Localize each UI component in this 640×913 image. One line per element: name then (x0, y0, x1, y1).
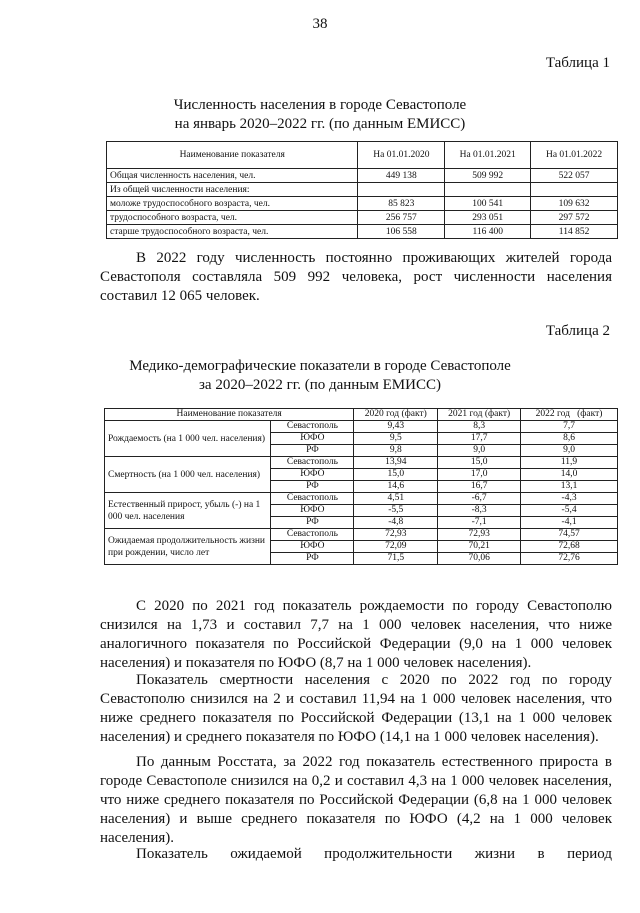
table-cell: 13,1 (521, 481, 618, 493)
table-cell: 72,93 (354, 529, 438, 541)
table-header-cell: Наименование показателя (107, 142, 358, 169)
table-row (107, 183, 618, 197)
table-row (105, 493, 618, 505)
table-cell: 9,5 (354, 433, 438, 445)
table-row (105, 457, 618, 469)
table-header-cell: 2020 год (факт) (354, 409, 438, 421)
row-label: трудоспособного возраста, чел. (107, 211, 358, 225)
table-cell: 70,06 (438, 553, 521, 565)
table-cell (445, 183, 531, 197)
table1-title (0, 96, 640, 134)
paragraph-life-expectancy: Показатель ожидаемой продолжительности жизни в период (136, 846, 612, 862)
table-cell: -7,1 (438, 517, 521, 529)
table-cell: 9,0 (438, 445, 521, 457)
table-row (105, 529, 618, 541)
table-cell: 100 541 (445, 197, 531, 211)
table-cell: 70,21 (438, 541, 521, 553)
table-cell: 114 852 (531, 225, 618, 239)
table-cell: -5,4 (521, 505, 618, 517)
table-cell: 509 992 (445, 169, 531, 183)
region-cell: ЮФО (271, 469, 354, 481)
region-cell: Севастополь (271, 457, 354, 469)
table-cell: 85 823 (358, 197, 445, 211)
region-cell: Севастополь (271, 493, 354, 505)
paragraph-mortality: Показатель смертности населения с 2020 по 2022 год по городу Севастополю снизился на 2 и составил 11,94 на 1 000 человек населения, что ниже среднего показателя по Российской Федерации (13,1 на 1 000 человек населения) и среднего показателя по ЮФО (14,1 на 1 000 человек населения). (100, 672, 612, 745)
indicator-label: Рождаемость (на 1 000 чел. населения) (105, 421, 271, 457)
table-cell: 116 400 (445, 225, 531, 239)
region-cell: Севастополь (271, 421, 354, 433)
table-cell: 256 757 (358, 211, 445, 225)
table-cell: 74,57 (521, 529, 618, 541)
table-cell: -4,8 (354, 517, 438, 529)
table2-title-line2: за 2020–2022 гг. (по данным ЕМИСС) (199, 377, 441, 393)
table-row (107, 197, 618, 211)
table-cell: 8,6 (521, 433, 618, 445)
table-header-cell: На 01.01.2022 (531, 142, 618, 169)
table-cell: 522 057 (531, 169, 618, 183)
table-row (107, 225, 618, 239)
table-cell: 9,0 (521, 445, 618, 457)
page-number: 38 (312, 16, 328, 32)
table-row (107, 169, 618, 183)
table-header-cell: На 01.01.2021 (445, 142, 531, 169)
table-header-cell: Наименование показателя (105, 409, 354, 421)
region-cell: РФ (271, 481, 354, 493)
table-cell: -8,3 (438, 505, 521, 517)
region-cell: РФ (271, 553, 354, 565)
row-label: Из общей численности населения: (107, 183, 358, 197)
table-cell: 17,7 (438, 433, 521, 445)
table-cell: 9,8 (354, 445, 438, 457)
region-cell: ЮФО (271, 541, 354, 553)
table-header-row (105, 409, 618, 421)
table-cell: 72,09 (354, 541, 438, 553)
table-cell: 106 558 (358, 225, 445, 239)
table-cell: 71,5 (354, 553, 438, 565)
table-cell: 297 572 (531, 211, 618, 225)
region-cell: РФ (271, 517, 354, 529)
table-cell: 15,0 (354, 469, 438, 481)
table1-title-line1: Численность населения в городе Севастополе (173, 97, 467, 113)
table-cell: 14,6 (354, 481, 438, 493)
indicator-label: Смертность (на 1 000 чел. населения) (105, 457, 271, 493)
table-header-row (107, 142, 618, 169)
table-cell: 4,51 (354, 493, 438, 505)
table-cell (358, 183, 445, 197)
table-cell: 16,7 (438, 481, 521, 493)
indicator-label: Ожидаемая продолжительность жизни при рождении, число лет (105, 529, 271, 565)
table-header-cell: 2021 год (факт) (438, 409, 521, 421)
row-label: старше трудоспособного возраста, чел. (107, 225, 358, 239)
table-cell: 11,9 (521, 457, 618, 469)
paragraph-birth-rate: С 2020 по 2021 год показатель рождаемости по городу Севастополю снизился на 1,73 и составил 7,7 на 1 000 человек населения, что ниже аналогичного показателя по Российской Федерации (9,0 на 1 000 человек населения) и показателя по ЮФО (8,7 на 1 000 человек населения). (100, 598, 612, 671)
table-cell: 72,76 (521, 553, 618, 565)
table-cell: 17,0 (438, 469, 521, 481)
table-cell: 449 138 (358, 169, 445, 183)
region-cell: ЮФО (271, 433, 354, 445)
table2-title (0, 357, 640, 395)
row-label: моложе трудоспособного возраста, чел. (107, 197, 358, 211)
table-cell: -5,5 (354, 505, 438, 517)
table-row (107, 211, 618, 225)
table-cell: 109 632 (531, 197, 618, 211)
row-label: Общая численность населения, чел. (107, 169, 358, 183)
region-cell: РФ (271, 445, 354, 457)
region-cell: ЮФО (271, 505, 354, 517)
table-cell: 13,94 (354, 457, 438, 469)
paragraph-natural-growth: По данным Росстата, за 2022 год показатель естественного прироста в городе Севастополе снизился на 0,2 и составил 4,3 на 1 000 человек населения, что ниже среднего показателя по Российской Федерации (6,8 на 1 000 человек населения) и выше среднего показателя по ЮФО (4,2 на 1 000 человек населения). (100, 754, 612, 846)
table-cell: -4,1 (521, 517, 618, 529)
table-cell: 15,0 (438, 457, 521, 469)
table-cell: 72,68 (521, 541, 618, 553)
table-cell: 72,93 (438, 529, 521, 541)
table2-title-line1: Медико-демографические показатели в городе Севастополе (129, 358, 511, 374)
table-cell: 293 051 (445, 211, 531, 225)
table-row (105, 421, 618, 433)
region-cell: Севастополь (271, 529, 354, 541)
indicator-label: Естественный прирост, убыль (-) на 1 000 чел. населения (105, 493, 271, 529)
paragraph-population: В 2022 году численность постоянно проживающих жителей города Севастополя составляла 509 992 человека, рост численности населения составил 12 065 человек. (100, 250, 612, 304)
table-cell: -6,7 (438, 493, 521, 505)
table1-title-line2: на январь 2020–2022 гг. (по данным ЕМИСС) (174, 116, 466, 132)
table-header-cell: 2022 год (факт) (521, 409, 618, 421)
table1-label: Таблица 1 (545, 55, 610, 71)
table-cell: 7,7 (521, 421, 618, 433)
population-table (106, 141, 618, 239)
table-cell: 9,43 (354, 421, 438, 433)
table-cell: 8,3 (438, 421, 521, 433)
table-cell: -4,3 (521, 493, 618, 505)
table-header-cell: На 01.01.2020 (358, 142, 445, 169)
table-cell: 14,0 (521, 469, 618, 481)
table-cell (531, 183, 618, 197)
table2-label: Таблица 2 (545, 323, 610, 339)
demographics-table (104, 408, 618, 565)
